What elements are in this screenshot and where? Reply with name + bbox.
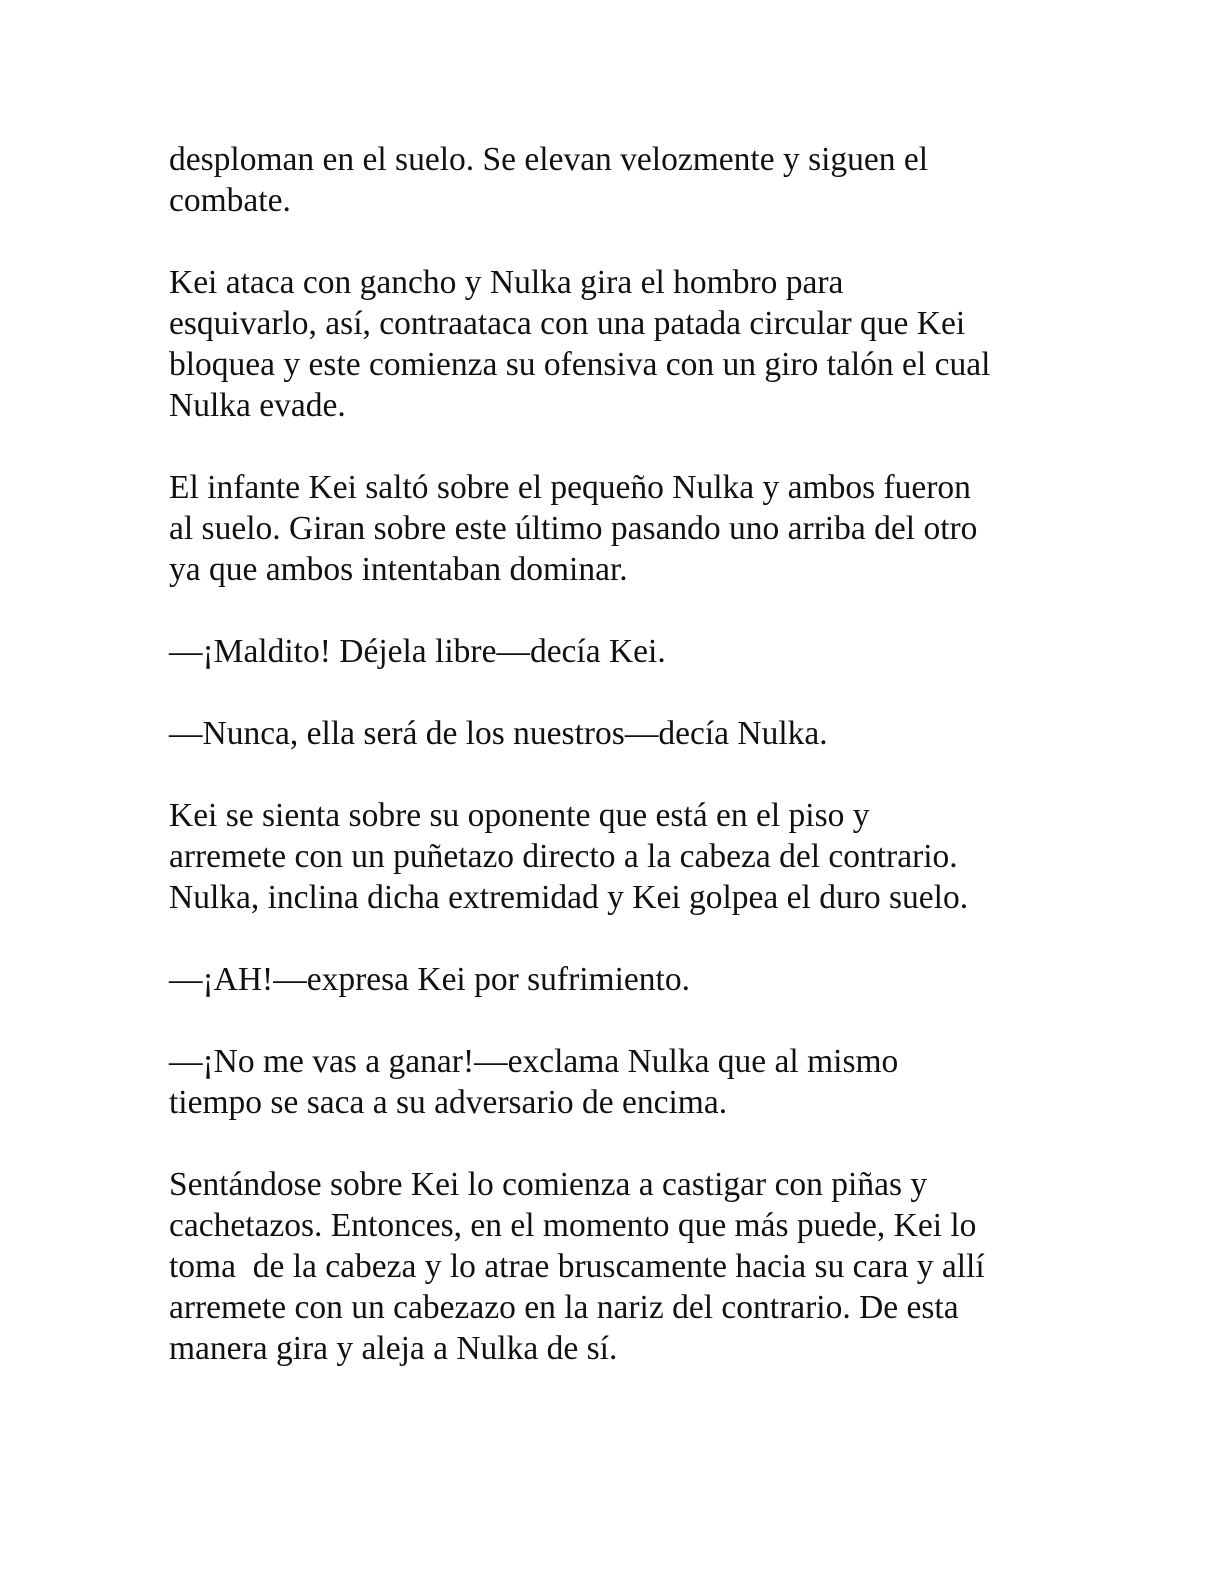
text-line: bloquea y este comienza su ofensiva con un giro talón el cual [169,346,991,383]
dialogue-paragraph [169,631,1069,672]
text-line: Kei ataca con gancho y Nulka gira el hombro para [169,264,844,301]
text-line: El infante Kei saltó sobre el pequeño Nulka y ambos fueron [169,469,971,506]
paragraph [169,262,1069,426]
text-line: arremete con un cabezazo en la nariz del contrario. De esta [169,1289,959,1326]
text-line: manera gira y aleja a Nulka de sí. [169,1330,618,1367]
paragraph [169,795,1069,918]
paragraph [169,139,1069,221]
text-line: —¡No me vas a ganar!—exclama Nulka que al mismo [169,1043,899,1080]
dialogue-paragraph [169,713,1069,754]
text-line: combate. [169,182,291,219]
text-line: cachetazos. Entonces, en el momento que más puede, Kei lo [169,1207,977,1244]
text-line: toma de la cabeza y lo atrae bruscamente hacia su cara y allí [169,1248,985,1285]
text-line: tiempo se saca a su adversario de encima. [169,1084,728,1121]
text-line: desploman en el suelo. Se elevan velozmente y siguen el [169,141,929,178]
text-line: esquivarlo, así, contraataca con una patada circular que Kei [169,305,966,342]
text-line: arremete con un puñetazo directo a la cabeza del contrario. [169,838,958,875]
body-text [169,139,1069,1410]
text-line: —¡AH!—expresa Kei por sufrimiento. [169,961,690,998]
text-line: ya que ambos intentaban dominar. [169,551,628,588]
paragraph [169,467,1069,590]
text-line: Sentándose sobre Kei lo comienza a castigar con piñas y [169,1166,928,1203]
text-line: —¡Maldito! Déjela libre—decía Kei. [169,633,666,670]
text-line: Nulka, inclina dicha extremidad y Kei golpea el duro suelo. [169,879,969,916]
text-line: al suelo. Giran sobre este último pasando uno arriba del otro [169,510,978,547]
text-line: Kei se sienta sobre su oponente que está en el piso y [169,797,870,834]
text-line: —Nunca, ella será de los nuestros—decía Nulka. [169,715,828,752]
text-line: Nulka evade. [169,387,346,424]
paragraph [169,1164,1069,1369]
dialogue-paragraph [169,959,1069,1000]
dialogue-paragraph [169,1041,1069,1123]
